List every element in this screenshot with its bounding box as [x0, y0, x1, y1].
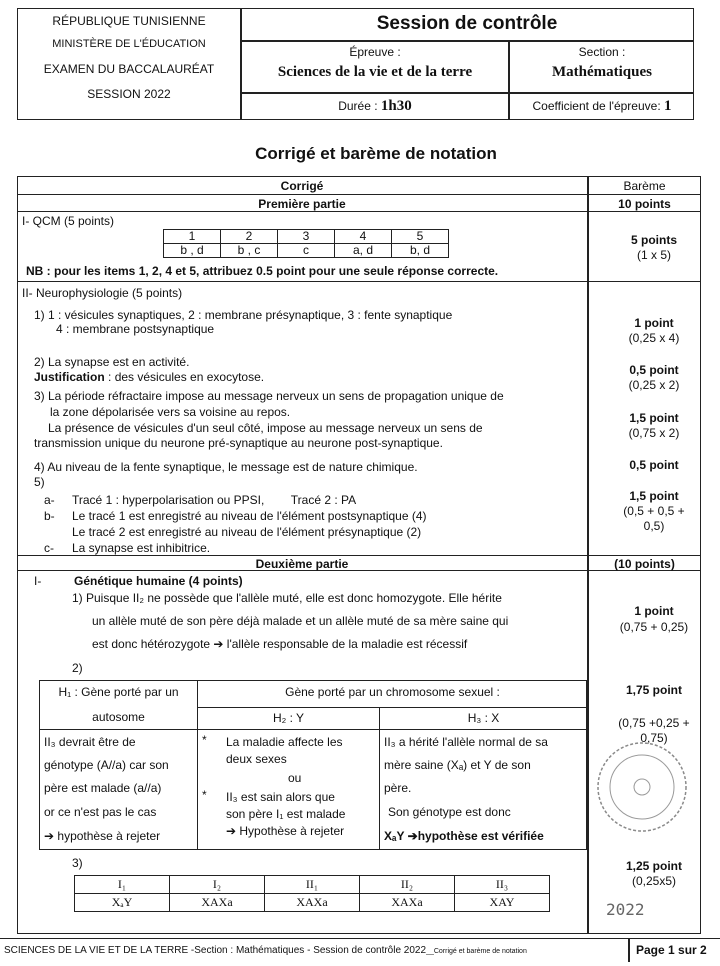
part2-points: (10 points) — [614, 557, 675, 571]
genotype-head: I₁ — [75, 876, 170, 894]
h2-line: deux sexes — [226, 752, 287, 766]
part2-title: Deuxième partie — [255, 557, 349, 571]
bullet-icon: * — [202, 788, 207, 802]
genetics-q3-label: 3) — [72, 856, 83, 870]
genetics-q2-label: 2) — [72, 661, 83, 675]
section-label: Section : — [578, 45, 626, 59]
neuro-q5c: La synapse est inhibitrice. — [72, 541, 211, 555]
h3-line: Son génotype est donc — [388, 805, 511, 819]
duree: Durée : 1h30 — [338, 98, 412, 114]
epreuve-value: Sciences de la vie et de la terre — [277, 64, 473, 80]
session-title: Session de contrôle — [376, 13, 558, 34]
qcm-title: I- QCM (5 points) — [22, 214, 115, 228]
h3-head: H₃ : X — [467, 711, 500, 725]
h1-line: II₃ devrait être de — [44, 735, 136, 749]
genetics-q1-points: 1 point — [634, 604, 674, 618]
genotype-value: XAXa — [265, 894, 360, 912]
neuro-q3-line1: 3) La période réfractaire impose au message nerveux un sens de propagation unique de — [34, 389, 504, 403]
qcm-item: 2 — [221, 230, 278, 244]
genotype-value: XAXa — [170, 894, 265, 912]
genetics-q1-line2: un allèle muté de son père déjà malade et un allèle muté de sa mère saine qui — [92, 614, 509, 628]
h2-line: La maladie affecte les — [226, 735, 343, 749]
header-republic: RÉPUBLIQUE TUNISIENNE — [52, 14, 206, 28]
page-title: Corrigé et barème de notation — [255, 144, 497, 163]
neuro-q3-line4: transmission unique du neurone pré-synaptique au neurone post-synaptique. — [34, 436, 443, 450]
genotype-head: II₁ — [265, 876, 360, 894]
h1-line: père est malade (a//a) — [44, 781, 162, 795]
neuro-q5c-mark: c- — [44, 541, 54, 555]
col-bareme: Barème — [623, 179, 666, 193]
h2-line: son père I₁ est malade — [226, 807, 346, 821]
h1-head-1: H₁ : Gène porté par un — [58, 685, 179, 699]
neuro-q5b-line1: Le tracé 1 est enregistré au niveau de l'élément postsynaptique (4) — [72, 509, 427, 523]
genetics-q1-line1: 1) Puisque II₂ ne possède que l'allèle muté, elle est donc homozygote. Elle hérite — [72, 591, 502, 605]
coefficient: Coefficient de l'épreuve: 1 — [532, 98, 672, 114]
qcm-answer: b, d — [392, 244, 449, 258]
h3-line: XₐY ➔hypothèse est vérifiée — [384, 829, 544, 843]
neuro-q3-points: 1,5 point — [629, 411, 679, 425]
page-number: Page 1 sur 2 — [636, 943, 707, 957]
h3-line: père. — [384, 781, 412, 795]
h2-line: ➔ Hypothèse à rejeter — [226, 824, 345, 838]
genotype-value: XₐY — [75, 894, 170, 912]
genetics-q3-points: 1,25 point — [625, 859, 682, 873]
sex-chrom-head: Gène porté par un chromosome sexuel : — [285, 685, 500, 699]
h3-line: mère saine (Xₐ) et Y de son — [384, 758, 531, 772]
neuro-q4-points: 0,5 point — [629, 458, 679, 472]
qcm-item: 4 — [335, 230, 392, 244]
neuro-q5b-line2: Le tracé 2 est enregistré au niveau de l'élément présynaptique (2) — [72, 525, 422, 539]
part1-points: 10 points — [618, 197, 671, 211]
neuro-q2-detail: (0,25 x 2) — [628, 378, 680, 392]
genotype-value: XAY — [455, 894, 550, 912]
genetics-q2-points: 1,75 point — [625, 683, 682, 697]
header-exam: EXAMEN DU BACCALAURÉAT — [43, 62, 215, 76]
qcm-answer: a, d — [335, 244, 392, 258]
neuro-q3-detail: (0,75 x 2) — [628, 426, 680, 440]
header-ministry: MINISTÈRE DE L'ÉDUCATION — [52, 38, 206, 50]
footer-text: SCIENCES DE LA VIE ET DE LA TERRE -Section : Mathématiques - Session de contrôle 2022__Corrigé et barème de notation — [4, 945, 527, 956]
qcm-item: 3 — [278, 230, 335, 244]
neuro-q5b-mark: b- — [44, 509, 55, 523]
stamp-date: 2022 — [606, 900, 645, 919]
neuro-title: II- Neurophysiologie (5 points) — [22, 286, 183, 300]
neuro-q1-line2: 4 : membrane postsynaptique — [56, 322, 215, 336]
neuro-q1-detail: (0,25 x 4) — [628, 331, 680, 345]
genotype-value: XAXa — [360, 894, 455, 912]
h2-line: II₃ est sain alors que — [226, 790, 335, 804]
qcm-note: NB : pour les items 1, 2, 4 et 5, attribuez 0.5 point pour une seule réponse correcte. — [26, 264, 499, 278]
genetics-q2-detail-1: (0,75 +0,25 + — [618, 716, 690, 730]
official-stamp — [592, 737, 692, 837]
epreuve-label: Épreuve : — [349, 45, 401, 59]
genetics-title: Génétique humaine (4 points) — [74, 574, 243, 588]
qcm-answer: c — [278, 244, 335, 258]
section-value: Mathématiques — [552, 64, 652, 80]
neuro-q2-points: 0,5 point — [629, 363, 679, 377]
qcm-item: 5 — [392, 230, 449, 244]
qcm-points: 5 points — [630, 233, 677, 247]
h1-line: or ce n'est pas le cas — [44, 805, 157, 819]
h2-line: ou — [288, 771, 302, 785]
neuro-q5a-mark: a- — [44, 493, 55, 507]
h1-line: génotype (A//a) car son — [44, 758, 169, 772]
genetics-q3-detail: (0,25x5) — [631, 874, 677, 888]
neuro-q5: 5) — [34, 475, 45, 489]
neuro-q4: 4) Au niveau de la fente synaptique, le message est de nature chimique. — [34, 460, 418, 474]
qcm-table — [163, 229, 449, 258]
genetics-mark: I- — [34, 574, 42, 588]
neuro-q1-points: 1 point — [634, 316, 674, 330]
qcm-points-detail: (1 x 5) — [636, 248, 671, 262]
neuro-q5a: Tracé 1 : hyperpolarisation ou PPSI, Tracé 2 : PA — [72, 493, 357, 507]
genotype-head: I₂ — [170, 876, 265, 894]
genotype-head: II₃ — [455, 876, 550, 894]
neuro-q3-line2: la zone dépolarisée vers sa voisine au repos. — [50, 405, 291, 419]
qcm-answer: b , d — [164, 244, 221, 258]
genetics-q1-line3: est donc hétérozygote ➔ l'allèle responsable de la maladie est récessif — [92, 637, 468, 651]
neuro-q5-points: 1,5 point — [629, 489, 679, 503]
neuro-q2: 2) La synapse est en activité. — [34, 355, 190, 369]
part1-title: Première partie — [258, 197, 346, 211]
h3-line: II₃ a hérité l'allèle normal de sa — [384, 735, 548, 749]
col-corrige: Corrigé — [280, 179, 324, 193]
neuro-q5-detail-2: 0,5) — [643, 519, 665, 533]
genetics-q2-detail-2: 0,75) — [640, 731, 668, 745]
h1-line: ➔ hypothèse à rejeter — [44, 829, 161, 843]
genetics-q1-detail: (0,75 + 0,25) — [619, 620, 689, 634]
bullet-icon: * — [202, 733, 207, 747]
h2-head: H₂ : Y — [272, 711, 305, 725]
header-session-year: SESSION 2022 — [87, 87, 171, 101]
genotypes-table — [74, 875, 550, 912]
neuro-q2-justification: Justification : des vésicules en exocytose. — [34, 370, 265, 384]
h1-head-2: autosome — [92, 710, 145, 724]
qcm-answer: b , c — [221, 244, 278, 258]
qcm-item: 1 — [164, 230, 221, 244]
genotype-head: II₂ — [360, 876, 455, 894]
neuro-q1-line1: 1) 1 : vésicules synaptiques, 2 : membrane présynaptique, 3 : fente synaptique — [34, 308, 453, 322]
neuro-q3-line3: La présence de vésicules d'un seul côté, impose au message nerveux un sens de — [48, 421, 483, 435]
neuro-q5-detail-1: (0,5 + 0,5 + — [623, 504, 685, 518]
